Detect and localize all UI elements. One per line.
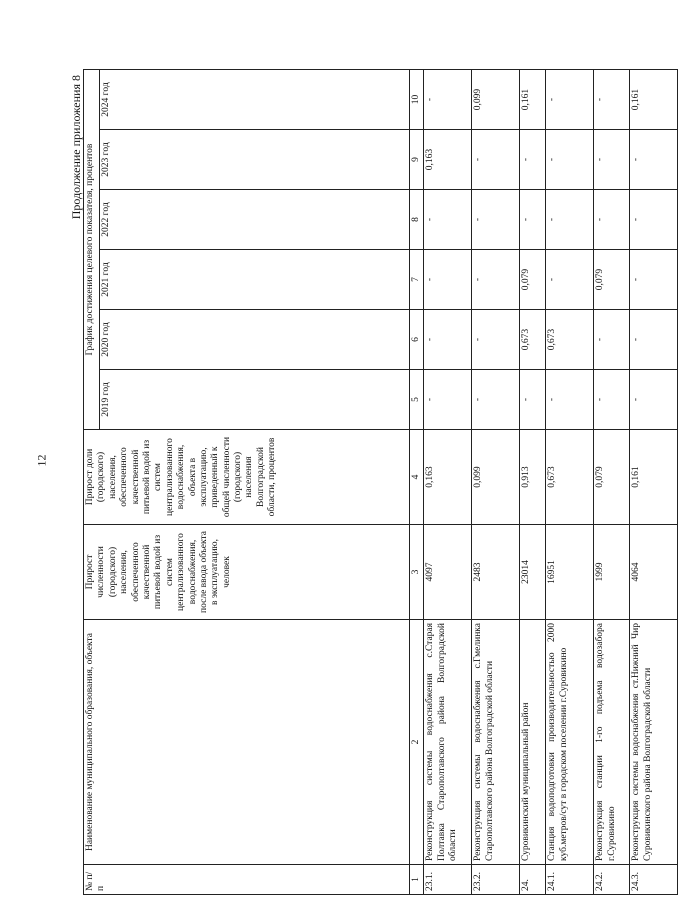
row-value-2024: 0,161 xyxy=(630,70,678,130)
row-name: Реконструкция системы водоснабжения с.Старая Полтавка Старополтавского района Волгоградской области xyxy=(424,620,472,865)
column-number: 5 xyxy=(410,370,424,430)
column-number: 3 xyxy=(410,525,424,620)
row-no: 23.2. xyxy=(472,865,520,895)
table-row xyxy=(630,70,678,895)
row-value-2024: - xyxy=(424,70,472,130)
row-value-2023: - xyxy=(630,130,678,190)
row-value-2024: - xyxy=(594,70,630,130)
row-value-2021: - xyxy=(630,250,678,310)
column-number: 10 xyxy=(410,70,424,130)
row-value-2020: - xyxy=(472,310,520,370)
row-share: 0,099 xyxy=(472,430,520,525)
row-value-2022: - xyxy=(594,190,630,250)
column-number: 9 xyxy=(410,130,424,190)
column-number: 6 xyxy=(410,310,424,370)
header-year-2022: 2022 год xyxy=(100,190,410,250)
row-value-2021: - xyxy=(472,250,520,310)
row-value-2019: - xyxy=(424,370,472,430)
row-name: Реконструкция станции 1-го подъема водозабора г.Суровикино xyxy=(594,620,630,865)
row-share: 0,673 xyxy=(546,430,594,525)
column-number: 8 xyxy=(410,190,424,250)
header-numbers-row xyxy=(410,70,424,895)
header-share: Прирост доли (городского) населения, обеспеченного качественной питьевой водой из систем централизованного водоснабжения, объекта в эксплуатацию, приведенный к общей численности (городского) населения Волгоградской области, процентов xyxy=(84,430,410,525)
row-value-2023: - xyxy=(472,130,520,190)
row-growth: 2483 xyxy=(472,525,520,620)
table-row xyxy=(546,70,594,895)
target-indicator-table xyxy=(83,69,678,895)
row-value-2023: - xyxy=(594,130,630,190)
row-growth: 1999 xyxy=(594,525,630,620)
row-value-2020: - xyxy=(630,310,678,370)
header-name: Наименование муниципального образования, объекта xyxy=(84,620,410,865)
table-row xyxy=(472,70,520,895)
row-value-2019: - xyxy=(594,370,630,430)
row-value-2022: - xyxy=(424,190,472,250)
row-value-2023: - xyxy=(520,130,546,190)
page-number: 12 xyxy=(34,454,49,467)
row-share: 0,161 xyxy=(630,430,678,525)
row-value-2021: - xyxy=(546,250,594,310)
row-no: 24.3. xyxy=(630,865,678,895)
row-value-2024: 0,099 xyxy=(472,70,520,130)
row-value-2019: - xyxy=(546,370,594,430)
header-no: № п/п xyxy=(84,865,410,895)
row-name: Реконструкция системы водоснабжения ст.Нижний Чир Суровикинского района Волгоградской области xyxy=(630,620,678,865)
row-value-2019: - xyxy=(630,370,678,430)
header-year-2023: 2023 год xyxy=(100,130,410,190)
table-row xyxy=(594,70,630,895)
column-number: 1 xyxy=(410,865,424,895)
column-number: 4 xyxy=(410,430,424,525)
row-no: 24.1. xyxy=(546,865,594,895)
row-value-2020: 0,673 xyxy=(520,310,546,370)
row-no: 24.2. xyxy=(594,865,630,895)
row-value-2022: - xyxy=(546,190,594,250)
row-value-2020: - xyxy=(424,310,472,370)
row-value-2020: - xyxy=(594,310,630,370)
row-growth: 4097 xyxy=(424,525,472,620)
header-growth: Прирост численности (городского) населения, обеспеченного качественной питьевой водой из систем централизованного водоснабжения, после ввода объекта в эксплуатацию, человек xyxy=(84,525,410,620)
row-name: Суровикинский муниципальный район xyxy=(520,620,546,865)
row-share: 0,163 xyxy=(424,430,472,525)
row-share: 0,913 xyxy=(520,430,546,525)
row-value-2021: 0,079 xyxy=(520,250,546,310)
row-name: Реконструкция системы водоснабжения с.Гмелинка Старополтавского района Волгоградской области xyxy=(472,620,520,865)
header-schedule: График достижения целевого показателя, процентов xyxy=(84,70,100,430)
row-value-2019: - xyxy=(472,370,520,430)
row-share: 0,079 xyxy=(594,430,630,525)
table-row xyxy=(424,70,472,895)
rotated-page-content xyxy=(67,65,653,905)
column-number: 7 xyxy=(410,250,424,310)
header-year-2019: 2019 год xyxy=(100,370,410,430)
row-no: 24. xyxy=(520,865,546,895)
row-value-2024: - xyxy=(546,70,594,130)
column-number: 2 xyxy=(410,620,424,865)
row-growth: 23014 xyxy=(520,525,546,620)
row-value-2019: - xyxy=(520,370,546,430)
row-value-2022: - xyxy=(630,190,678,250)
row-value-2023: - xyxy=(546,130,594,190)
row-value-2022: - xyxy=(472,190,520,250)
row-value-2020: 0,673 xyxy=(546,310,594,370)
row-value-2023: 0,163 xyxy=(424,130,472,190)
row-no: 23.1. xyxy=(424,865,472,895)
row-growth: 4064 xyxy=(630,525,678,620)
header-year-2021: 2021 год xyxy=(100,250,410,310)
row-name: Станция водоподготовки производительностью 2000 куб.метров/сут в городском поселении г.Суровикино xyxy=(546,620,594,865)
row-growth: 16951 xyxy=(546,525,594,620)
row-value-2022: - xyxy=(520,190,546,250)
table-row xyxy=(520,70,546,895)
header-year-2024: 2024 год xyxy=(100,70,410,130)
row-value-2021: - xyxy=(424,250,472,310)
header-year-2020: 2020 год xyxy=(100,310,410,370)
continuation-note: Продолжение приложения 8 xyxy=(69,75,83,220)
row-value-2024: 0,161 xyxy=(520,70,546,130)
row-value-2021: 0,079 xyxy=(594,250,630,310)
